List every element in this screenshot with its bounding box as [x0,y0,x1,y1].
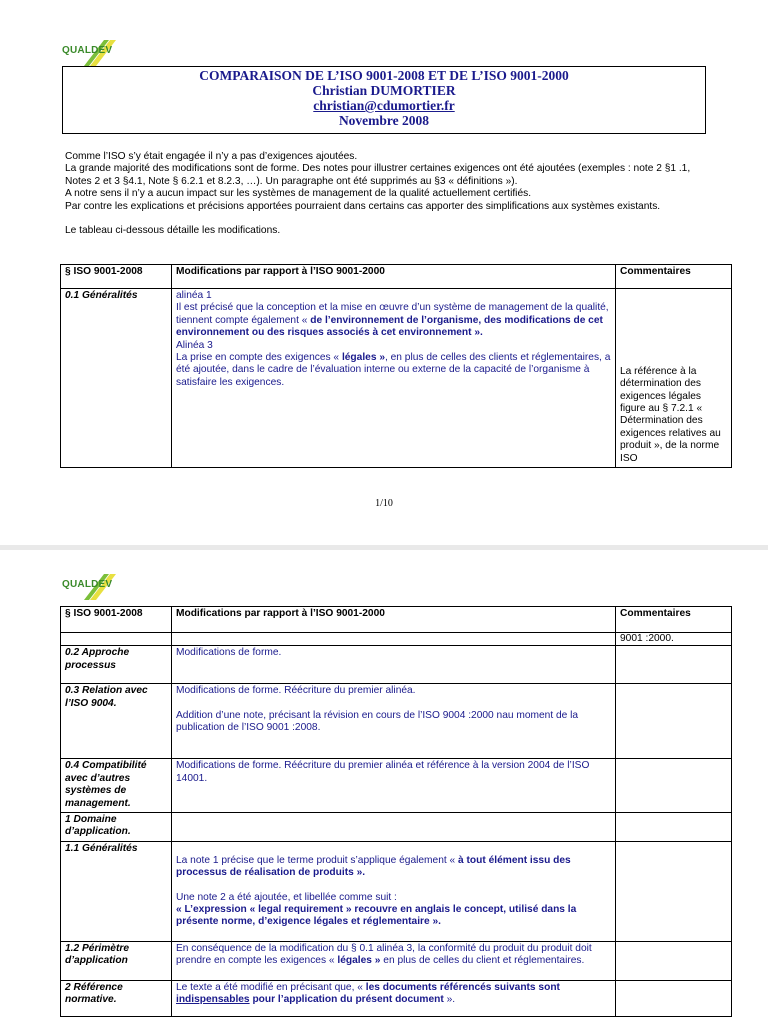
header-modifications: Modifications par rapport à l’ISO 9001-2000 [172,265,616,289]
logo-text: QUALDEV [62,579,113,590]
row-comment [616,813,732,842]
row-comment [616,980,732,1016]
row-section: 0.3 Relation avec l’ISO 9004. [61,684,172,759]
document-page-2 [0,550,768,1024]
table-row [61,813,732,842]
header-section: § ISO 9001-2008 [61,265,172,289]
row-modifications [172,633,616,646]
modifications-table-page-1 [60,264,732,468]
paragraph-text: La prise en compte des exigences « légales », en plus de celles des clients et réglementaires, a été ajoutée, dans le cadre de l’évaluation interne ou externe de la capacité de l’organisme à satisfaire les exigences. [176,352,611,388]
table-header-row [61,607,732,633]
row-section: 1.1 Généralités [61,841,172,941]
paragraph-text: Modifications de forme. Réécriture du premier alinéa. [176,685,416,697]
row-comment [616,841,732,941]
header-section: § ISO 9001-2008 [61,607,172,633]
row-section: 1 Domaine d’application. [61,813,172,842]
table-row [61,289,732,468]
table-intro: Le tableau ci-dessous détaille les modifications. [65,225,281,237]
paragraph-text: Il est précisé que la conception et la mise en œuvre d’un système de management de la qualité, tiennent compte également « de l’environnement de l’organisme, des modifications de cet environnement ou des risques associés à cet environnement ». [176,302,609,339]
row-section: 0.4 Compatibilité avec d’autres systèmes de management. [61,759,172,813]
document-title: COMPARAISON DE L’ISO 9001-2008 ET DE L’ISO 9001-2000 [199,68,569,83]
row-section: 1.2 Périmètre d’application [61,941,172,980]
intro-text [65,151,715,237]
title-box [62,66,706,134]
qualdev-logo [62,574,134,600]
paragraph-title: Alinéa 3 [176,339,213,351]
row-modifications [172,841,616,941]
table-row [61,841,732,941]
row-comment: 9001 :2000. [616,633,732,646]
document-date: Novembre 2008 [338,113,430,128]
row-comment [616,684,732,759]
row-comment [616,646,732,684]
row-comment [616,941,732,980]
paragraph-text: Une note 2 a été ajoutée, et libellée comme suit : [176,891,397,903]
table-row [61,684,732,759]
row-section: 2 Référence normative. [61,980,172,1016]
page-number: 1/10 [375,498,393,509]
row-modifications: En conséquence de la modification du § 0.1 alinéa 3, la conformité du produit du produit doit prendre en compte les exigences « légales » en plus de celles du client et réglementaires. [172,941,616,980]
row-modifications [172,813,616,842]
qualdev-logo [62,40,134,66]
modifications-table-page-2 [60,606,732,1017]
table-row [61,759,732,813]
header-comments: Commentaires [616,607,732,633]
table-header-row [61,265,732,289]
row-modifications: Le texte a été modifié en précisant que, « les documents référencés suivants sont indispensables pour l’application du présent document ». [172,980,616,1016]
row-section [61,633,172,646]
author-email-link[interactable]: christian@cdumortier.fr [313,98,455,113]
row-section: 0.2 Approche processus [61,646,172,684]
row-comment [616,759,732,813]
intro-line: A notre sens il n’y a aucun impact sur les systèmes de management de la qualité actuellement certifiés. [65,188,532,200]
paragraph-text: « L’expression « legal requirement » recouvre en anglais le concept, utilisé dans la présente norme, d’exigence légales et réglementaire ». [176,904,577,928]
row-modifications [172,684,616,759]
row-modifications: Modifications de forme. Réécriture du premier alinéa et référence à la version 2004 de l’ISO 14001. [172,759,616,813]
intro-line: Par contre les explications et précisions apportées pourraient dans certains cas apporter des simplifications aux systèmes existants. [65,200,661,212]
paragraph-text: Addition d’une note, précisant la révision en cours de l’ISO 9004 :2000 nau moment de la publication de l’ISO 9001 :2008. [176,709,579,734]
header-comments: Commentaires [616,265,732,289]
author-name: Christian DUMORTIER [312,83,456,98]
table-row [61,980,732,1016]
row-modifications: Modifications de forme. [172,646,616,684]
header-modifications: Modifications par rapport à l’ISO 9001-2000 [172,607,616,633]
table-row [61,646,732,684]
paragraph-text: La note 1 précise que le terme produit s’applique également « à tout élément issu des processus de réalisation de produits ». [176,854,571,879]
row-section: 0.1 Généralités [61,289,172,468]
row-comment: La référence à la détermination des exigences légales figure au § 7.2.1 « Détermination des exigences relatives au produit », de la norme ISO [616,289,732,468]
intro-line: Comme l’ISO s’y était engagée il n’y a pas d’exigences ajoutées. [65,151,358,162]
intro-line: La grande majorité des modifications sont de forme. Des notes pour illustrer certaines exigences ont été ajoutées (exemples : note 2 §1 .1, Notes 2 et 3 §4.1, Note § 6.2.1 et 8.2.3, …). Un paragraphe ont été supprimés au §3 « définitions »). [65,163,691,187]
logo-text: QUALDEV [62,45,113,56]
table-row [61,633,732,646]
row-modifications [172,289,616,468]
paragraph-title: alinéa 1 [176,290,212,301]
table-row [61,941,732,980]
